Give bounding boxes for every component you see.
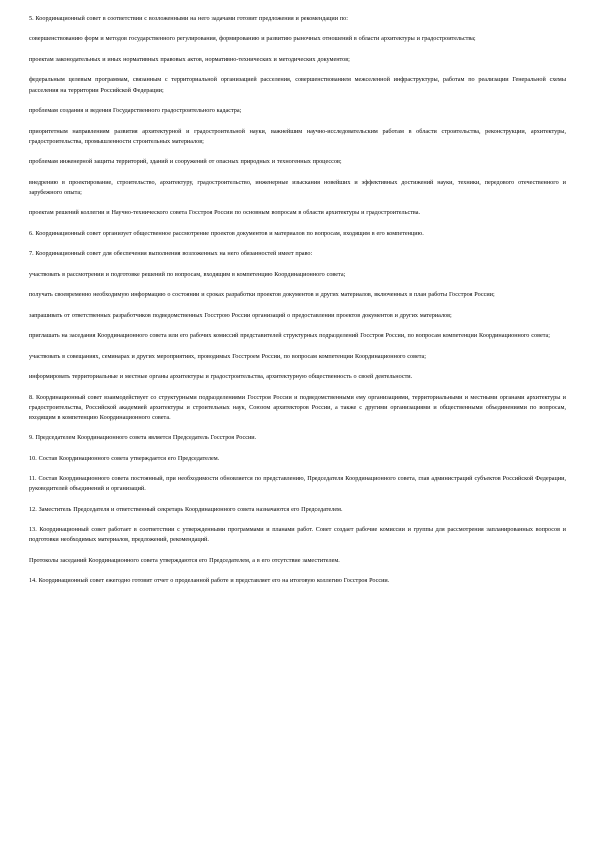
paragraph-10: 10. Состав Координационного совета утверждается его Председателем. (29, 454, 220, 462)
paragraph-5-item-4: проблемам создания и ведения Государственного градостроительного кадастра; (29, 107, 242, 115)
paragraph-5-item-6: проблемам инженерной защиты территорий, зданий и сооружений от опасных природных и техногенных процессов; (29, 158, 342, 166)
paragraph-6: 6. Координационный совет организует общественное рассмотрение проектов документов и материалов по вопросам, входящим в его компетенцию. (29, 229, 424, 237)
paragraph-5-item-1: совершенствованию форм и методов государственного регулирования, формированию и развитию рыночных отношений в области архитектуры и градостроительства; (29, 35, 476, 43)
paragraph-8: 8. Координационный совет взаимодействует со структурными подразделениями Госстроя России и подведомственными ему организациями, территориальными и местными органами архитектуры и градостроительства, Российской академией архитектуры и строительных наук, Союзом архитекторов России, а также с другими организациями и общественными объединениями по вопросам, входящим в компетенцию Координационного совета. (29, 393, 566, 421)
paragraph-13-protocols: Протоколы заседаний Координационного совета утверждаются его Председателем, а в его отсутствие заместителем. (29, 556, 340, 564)
paragraph-5-item-5: приоритетным направлениям развития архитектурной и градостроительной науки, важнейшим научно-исследовательским работам в области строительства, реконструкции, архитектуры, градостроительства, промышленности строительных материалов; (29, 127, 566, 145)
paragraph-5-item-2: проектам законодательных и иных нормативных правовых актов, нормативно-технических и методических документов; (29, 55, 350, 63)
paragraph-5-item-8: проектам решений коллегии и Научно-технического совета Госстроя России по основным вопросам в области архитектуры и градостроительства. (29, 209, 421, 217)
paragraph-11: 11. Состав Координационного совета постоянный, при необходимости обновляется по представлению, Председателя Координационного совета, глав администраций субъектов Российской Федерации, руководителей объединений и организаций. (29, 475, 566, 493)
paragraph-5-item-7: внедрению в проектирование, строительство, архитектуру, градостроительство, инженерные изыскания новейших и эффективных достижений науки, техники, передового отечественного и зарубежного опыта; (29, 178, 566, 196)
paragraph-7: 7. Координационный совет для обеспечения выполнения возложенных на него обязанностей имеет право: (29, 250, 313, 258)
paragraph-7-item-5: участвовать в совещаниях, семинарах и других мероприятиях, проводимых Госстроем России, по вопросам компетенции Координационного совета; (29, 352, 427, 360)
paragraph-9: 9. Председателем Координационного совета является Председатель Госстроя России. (29, 434, 257, 442)
paragraph-7-item-4: приглашать на заседания Координационного совета или его рабочих комиссий представителей структурных подразделений Госстроя России, по вопросам компетенции Координационного совета; (29, 332, 550, 340)
paragraph-12: 12. Заместитель Председателя и ответственный секретарь Координационного совета назначаются его Председателем. (29, 505, 343, 513)
paragraph-7-item-3: запрашивать от ответственных разработчиков подведомственных Госстрою России организаций о предоставлении проектов документов и других материалов; (29, 311, 452, 319)
paragraph-5-item-3: федеральным целевым программам, связанным с территориальной организацией расселения, совершенствованием межселенной инфраструктуры, работам по реализации Генеральной схемы расселения на территории Российской Федерации; (29, 76, 566, 94)
paragraph-14: 14. Координационный совет ежегодно готовит отчет о проделанной работе и представляет его на итоговую коллегию Госстроя России. (29, 577, 390, 585)
paragraph-7-item-1: участвовать в рассмотрении и подготовке решений по вопросам, входящим в компетенцию Координационного совета; (29, 270, 346, 278)
paragraph-7-item-2: получать своевременно необходимую информацию о состоянии и сроках разработки проектов документов и других материалов, включенных в план работы Госстроя России; (29, 291, 495, 299)
paragraph-13: 13. Координационный совет работает в соответствии с утвержденными программами и планами работ. Совет создает рабочие комиссии и группы для рассмотрения запланированных вопросов и подготовки необходимых материалов, предложений, рекомендаций. (29, 526, 566, 544)
paragraph-7-item-6: информировать территориальные и местные органы архитектуры и градостроительства, архитектурную общественность о своей деятельности. (29, 373, 413, 381)
paragraph-5: 5. Координационный совет в соответствии с возложенными на него задачами готовит предложения и рекомендации по: (29, 15, 348, 22)
